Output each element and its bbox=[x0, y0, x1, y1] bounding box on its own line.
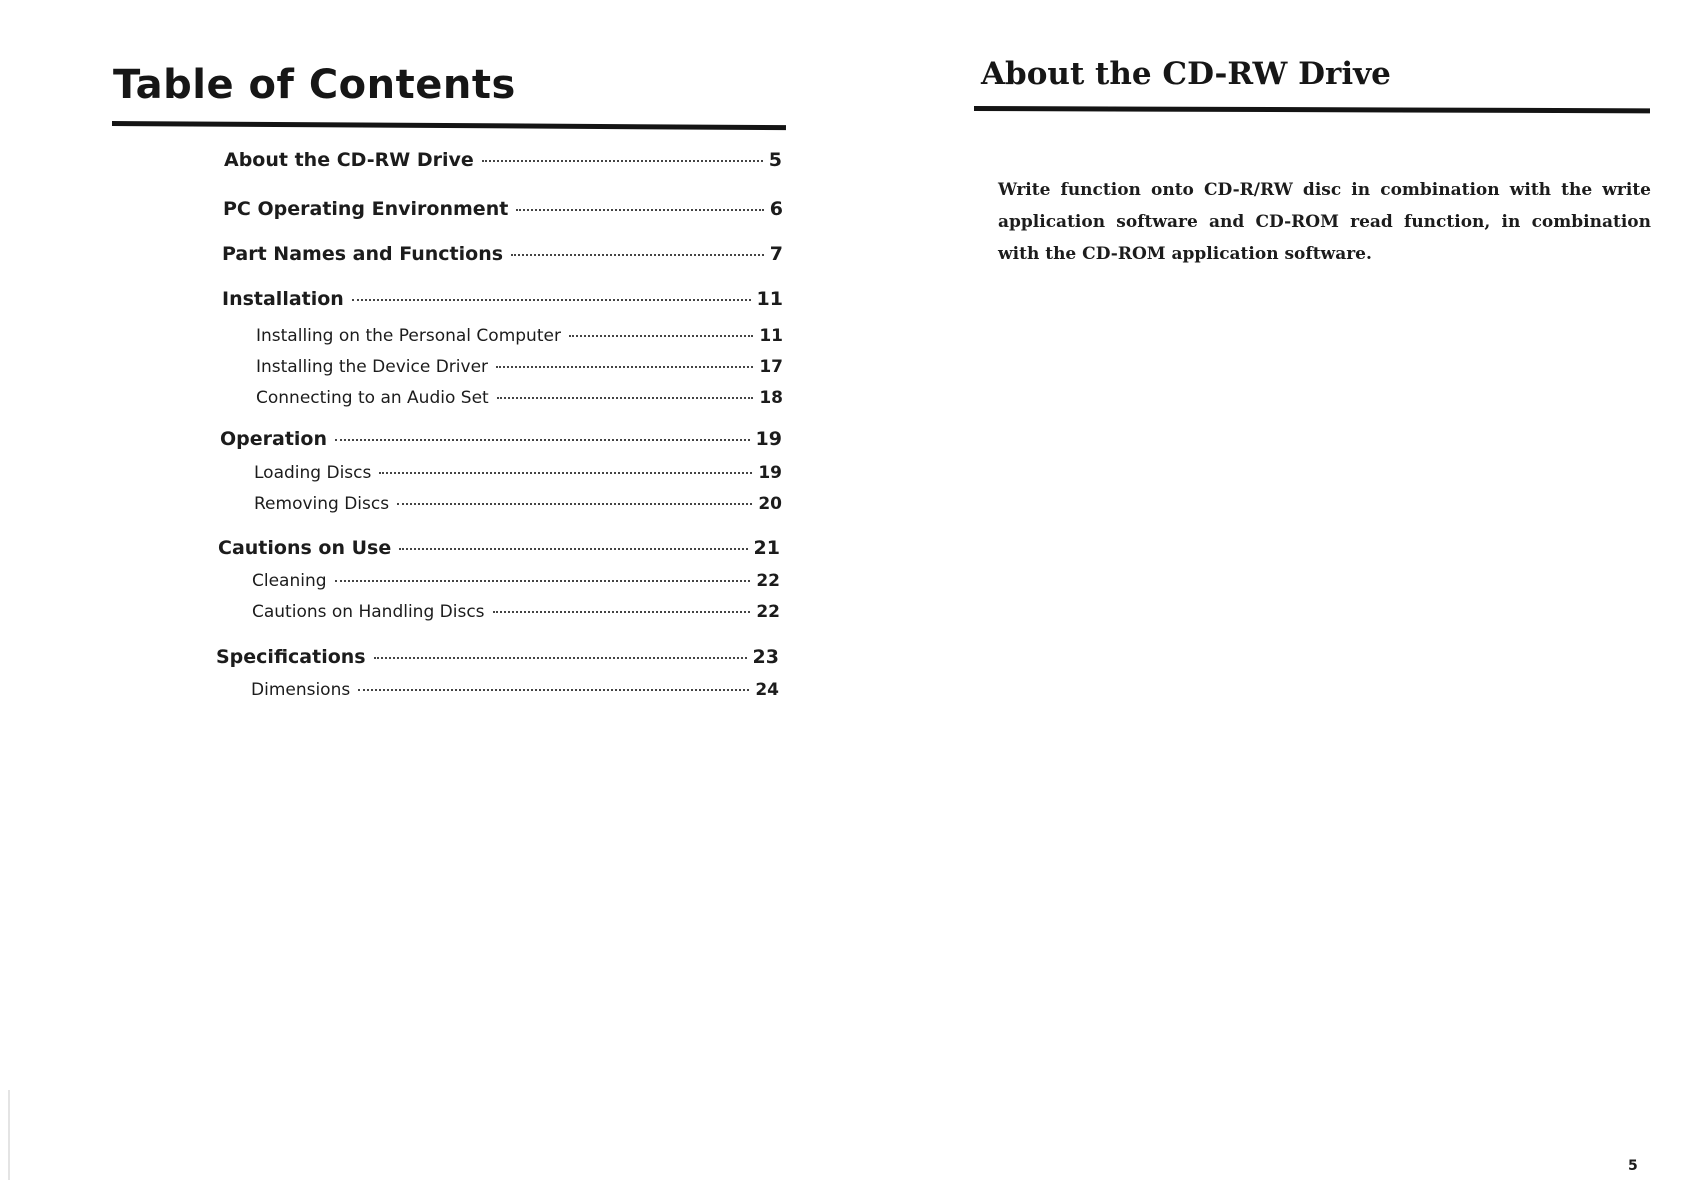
toc-dot-leader bbox=[493, 611, 751, 613]
toc-page-number: 6 bbox=[769, 198, 783, 220]
toc-entry-label: Loading Discs bbox=[254, 463, 372, 483]
toc-dot-leader bbox=[374, 657, 747, 659]
toc-page-number: 22 bbox=[756, 571, 780, 591]
toc-entry-operation[interactable] bbox=[220, 428, 782, 450]
toc-page-number: 19 bbox=[755, 428, 782, 450]
toc-dot-leader bbox=[496, 366, 753, 368]
toc-dot-leader bbox=[482, 160, 763, 162]
toc-entry-removing-discs[interactable] bbox=[254, 494, 782, 514]
section-title: About the CD-RW Drive bbox=[981, 56, 1391, 92]
toc-entry-label: Dimensions bbox=[251, 680, 351, 700]
toc-dot-leader bbox=[497, 397, 754, 399]
toc-entry-about-drive[interactable] bbox=[224, 149, 782, 171]
toc-page-number: 24 bbox=[755, 680, 779, 700]
toc-entry-handling-discs[interactable] bbox=[252, 602, 780, 622]
toc-title: Table of Contents bbox=[113, 62, 516, 108]
toc-entry-specifications[interactable] bbox=[216, 646, 779, 668]
toc-page-number: 21 bbox=[753, 537, 780, 559]
toc-entry-label: Installation bbox=[222, 288, 344, 310]
toc-entry-label: Connecting to an Audio Set bbox=[256, 388, 489, 408]
toc-entry-label: Installing the Device Driver bbox=[256, 357, 489, 377]
toc-entry-label: Specifications bbox=[216, 646, 366, 668]
toc-dot-leader bbox=[511, 254, 764, 256]
toc-entry-loading-discs[interactable] bbox=[254, 463, 782, 483]
page-number: 5 bbox=[1628, 1158, 1638, 1174]
toc-dot-leader bbox=[335, 580, 751, 582]
toc-entry-label: About the CD-RW Drive bbox=[224, 149, 474, 171]
toc-entry-label: Operation bbox=[220, 428, 328, 450]
toc-entry-installing-driver[interactable] bbox=[256, 357, 783, 377]
toc-page-number: 18 bbox=[759, 388, 783, 408]
toc-page-number: 17 bbox=[759, 357, 783, 377]
toc-page-number: 22 bbox=[756, 602, 780, 622]
toc-page-number: 19 bbox=[758, 463, 782, 483]
toc-entry-installing-pc[interactable] bbox=[256, 326, 783, 346]
toc-dot-leader bbox=[399, 548, 747, 550]
section-body: Write function onto CD-R/RW disc in combination with the write application software and CD-ROM read function, in combination with the CD-ROM application software. bbox=[998, 180, 1651, 264]
toc-entry-cautions-on-use[interactable] bbox=[218, 537, 780, 559]
toc-entry-label: PC Operating Environment bbox=[223, 198, 509, 220]
toc-page-number: 11 bbox=[759, 326, 783, 346]
toc-entry-label: Cautions on Use bbox=[218, 537, 392, 559]
toc-dot-leader bbox=[352, 299, 751, 301]
toc-entry-label: Cautions on Handling Discs bbox=[252, 602, 485, 622]
toc-page-number: 23 bbox=[752, 646, 779, 668]
scan-edge-mark bbox=[8, 1090, 10, 1180]
toc-entry-label: Installing on the Personal Computer bbox=[256, 326, 561, 346]
toc-entry-audio-set[interactable] bbox=[256, 388, 783, 408]
toc-entry-label: Cleaning bbox=[252, 571, 327, 591]
toc-dot-leader bbox=[335, 439, 750, 441]
toc-entry-dimensions[interactable] bbox=[251, 680, 779, 700]
toc-list bbox=[0, 0, 841, 760]
toc-dot-leader bbox=[569, 335, 753, 337]
toc-page-number: 7 bbox=[769, 243, 783, 265]
toc-dot-leader bbox=[397, 503, 752, 505]
toc-page-number: 20 bbox=[758, 494, 782, 514]
toc-entry-cleaning[interactable] bbox=[252, 571, 780, 591]
toc-entry-installation[interactable] bbox=[222, 288, 783, 310]
toc-entry-part-names[interactable] bbox=[222, 243, 783, 265]
toc-dot-leader bbox=[379, 472, 752, 474]
toc-entry-label: Part Names and Functions bbox=[222, 243, 504, 265]
toc-page-number: 5 bbox=[768, 149, 782, 171]
toc-entry-label: Removing Discs bbox=[254, 494, 390, 514]
toc-dot-leader bbox=[358, 689, 749, 691]
toc-page-number: 11 bbox=[756, 288, 783, 310]
toc-dot-leader bbox=[516, 209, 763, 211]
toc-entry-pc-environment[interactable] bbox=[223, 198, 783, 220]
